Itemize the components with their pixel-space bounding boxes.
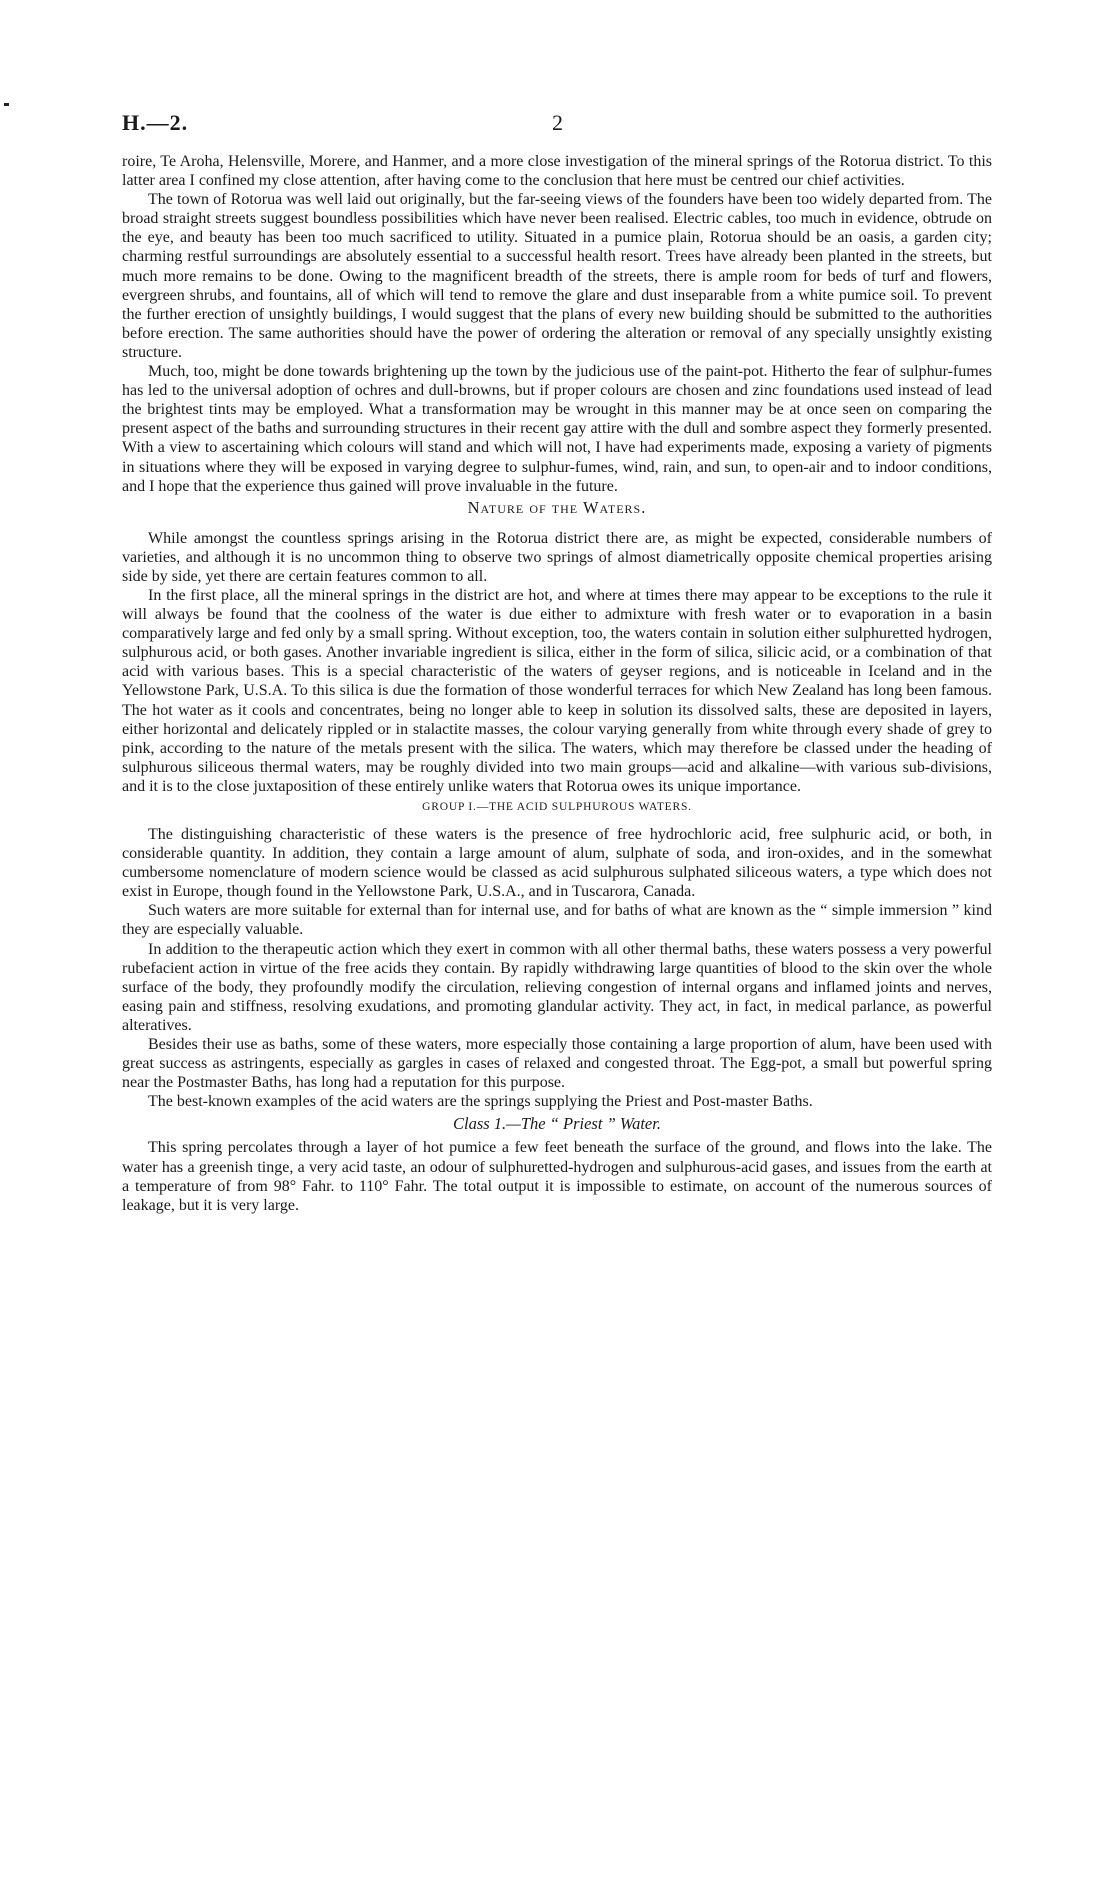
paragraph: While amongst the countless springs arising in the Rotorua district there are, as might be expected, considerable numbers of varieties, and although it is no uncommon thing to observe two springs of almost diametrically opposite chemical properties arising side by side, yet there are certain features common to all. <box>122 529 992 585</box>
paragraph: Such waters are more suitable for external than for internal use, and for baths of what are known as the “ simple immersion ” kind they are especially valuable. <box>122 902 992 939</box>
paragraph: This spring percolates through a layer of hot pumice a few feet beneath the surface of the ground, and flows into the lake. The water has a greenish tinge, a very acid taste, an odour of sulphuretted-hydrogen and sulphurous-acid gases, and issues from the earth at a temperature of from 98° Fahr. to 110° Fahr. The total output it is impossible to estimate, on account of the numerous sources of leakage, but it is very large. <box>122 1139 992 1214</box>
paragraph: Besides their use as baths, some of these waters, more especially those containing a large proportion of alum, have been used with great success as astringents, especially as gargles in cases of relaxed and congested throat. The Egg-pot, a small but powerful spring near the Postmaster Baths, has long had a reputation for this purpose. <box>122 1036 992 1092</box>
document-page <box>122 110 992 1215</box>
paragraph: roire, Te Aroha, Helensville, Morere, and Hanmer, and a more close investigation of the mineral springs of the Rotorua district. To this latter area I confined my close attention, after having come to the conclusion that here must be centred our chief activities. <box>122 153 992 190</box>
paragraph: The best-known examples of the acid waters are the springs supplying the Priest and Post-master Baths. <box>148 1093 813 1111</box>
section-heading-nature: Nature of the Waters. <box>467 497 647 517</box>
paragraph: In addition to the therapeutic action which they exert in common with all other thermal baths, these waters possess a very powerful rubefacient action in virtue of the free acids they contain. By rapidly withdrawing large quantities of blood to the skin over the whole surface of the body, they profoundly modify the circulation, relieving congestion of internal organs and inflamed joints and nerves, easing pain and stiffness, resolving exudations, and promoting glandular activity. They act, in fact, in medical parlance, as powerful alteratives. <box>122 940 992 1034</box>
paragraph: Much, too, might be done towards brightening up the town by the judicious use of the paint-pot. Hitherto the fear of sulphur-fumes has led to the universal adoption of ochres and dull-browns, but if proper colours are chosen and zinc foundations used instead of lead the brightest tints may be employed. What a transformation may be wrought in this manner may be at once seen on comparing the present aspect of the baths and surrounding structures in their recent gay attire with the dull and sombre aspect they formerly presented. With a view to ascertaining which colours will stand and which will not, I have had experiments made, exposing a variety of pigments in situations where they will be exposed in varying degree to sulphur-fumes, wind, rain, and sun, to open-air and to indoor conditions, and I hope that the experience thus gained will prove invaluable in the future. <box>122 363 992 495</box>
paragraph: The town of Rotorua was well laid out originally, but the far-seeing views of the founders have been too widely departed from. The broad straight streets suggest boundless possibilities which have never been realised. Electric cables, too much in evidence, obtrude on the eye, and beauty has been too much sacrificed to utility. Situated in a pumice plain, Rotorua should be an oasis, a garden city; charming restful surroundings are absolutely essential to a successful health resort. Trees have already been planted in the streets, but much more remains to be done. Owing to the magnificent breadth of the streets, there is ample room for beds of turf and flowers, evergreen shrubs, and fountains, all of which will tend to remove the glare and dust inseparable from a white pumice soil. To prevent the further erection of unsightly buildings, I would suggest that the plans of every new building should be submitted to the authorities before erection. The same authorities should have the power of ordering the alteration or removal of any specially unsightly existing structure. <box>122 191 992 361</box>
document-reference: H.—2. <box>122 110 189 135</box>
margin-mark <box>4 103 9 106</box>
page-number: 2 <box>552 110 563 135</box>
group-heading: GROUP I.—THE ACID SULPHUROUS WATERS. <box>422 801 692 813</box>
document-body <box>122 152 992 1215</box>
running-header <box>122 110 992 152</box>
class-heading: Class 1.—The “ Priest ” Water. <box>453 1114 661 1134</box>
paragraph: The distinguishing characteristic of these waters is the presence of free hydrochloric acid, free sulphuric acid, or both, in considerable quantity. In addition, they contain a large amount of alum, sulphate of soda, and iron-oxides, and in the somewhat cumbersome nomenclature of modern science would be classed as acid sulphurous sulphated siliceous waters, a type which does not exist in Europe, though found in the Yellowstone Park, U.S.A., and in Tuscarora, Canada. <box>122 826 992 901</box>
paragraph: In the first place, all the mineral springs in the district are hot, and where at times there may appear to be exceptions to the rule it will always be found that the coolness of the water is due either to admixture with fresh water or to evaporation in a basin comparatively large and fed only by a small spring. Without exception, too, the waters contain in solution either sulphuretted hydrogen, sulphurous acid, or both gases. Another invariable ingredient is silica, either in the form of silica, silicic acid, or a combination of that acid with various bases. This is a special characteristic of the waters of geyser regions, and is noticeable in Iceland and in the Yellowstone Park, U.S.A. To this silica is due the formation of those wonderful terraces for which New Zealand has long been famous. The hot water as it cools and concentrates, being no longer able to keep in solution its dissolved salts, these are deposited in layers, either horizontal and delicately rippled or in stalactite masses, the colour varying generally from white through every shade of grey to pink, according to the nature of the metals present with the silica. The waters, which may therefore be classed under the heading of sulphurous siliceous thermal waters, may be roughly divided into two main groups—acid and alkaline—with various sub-divisions, and it is to the close juxtaposition of these entirely unlike waters that Rotorua owes its unique importance. <box>122 586 992 795</box>
